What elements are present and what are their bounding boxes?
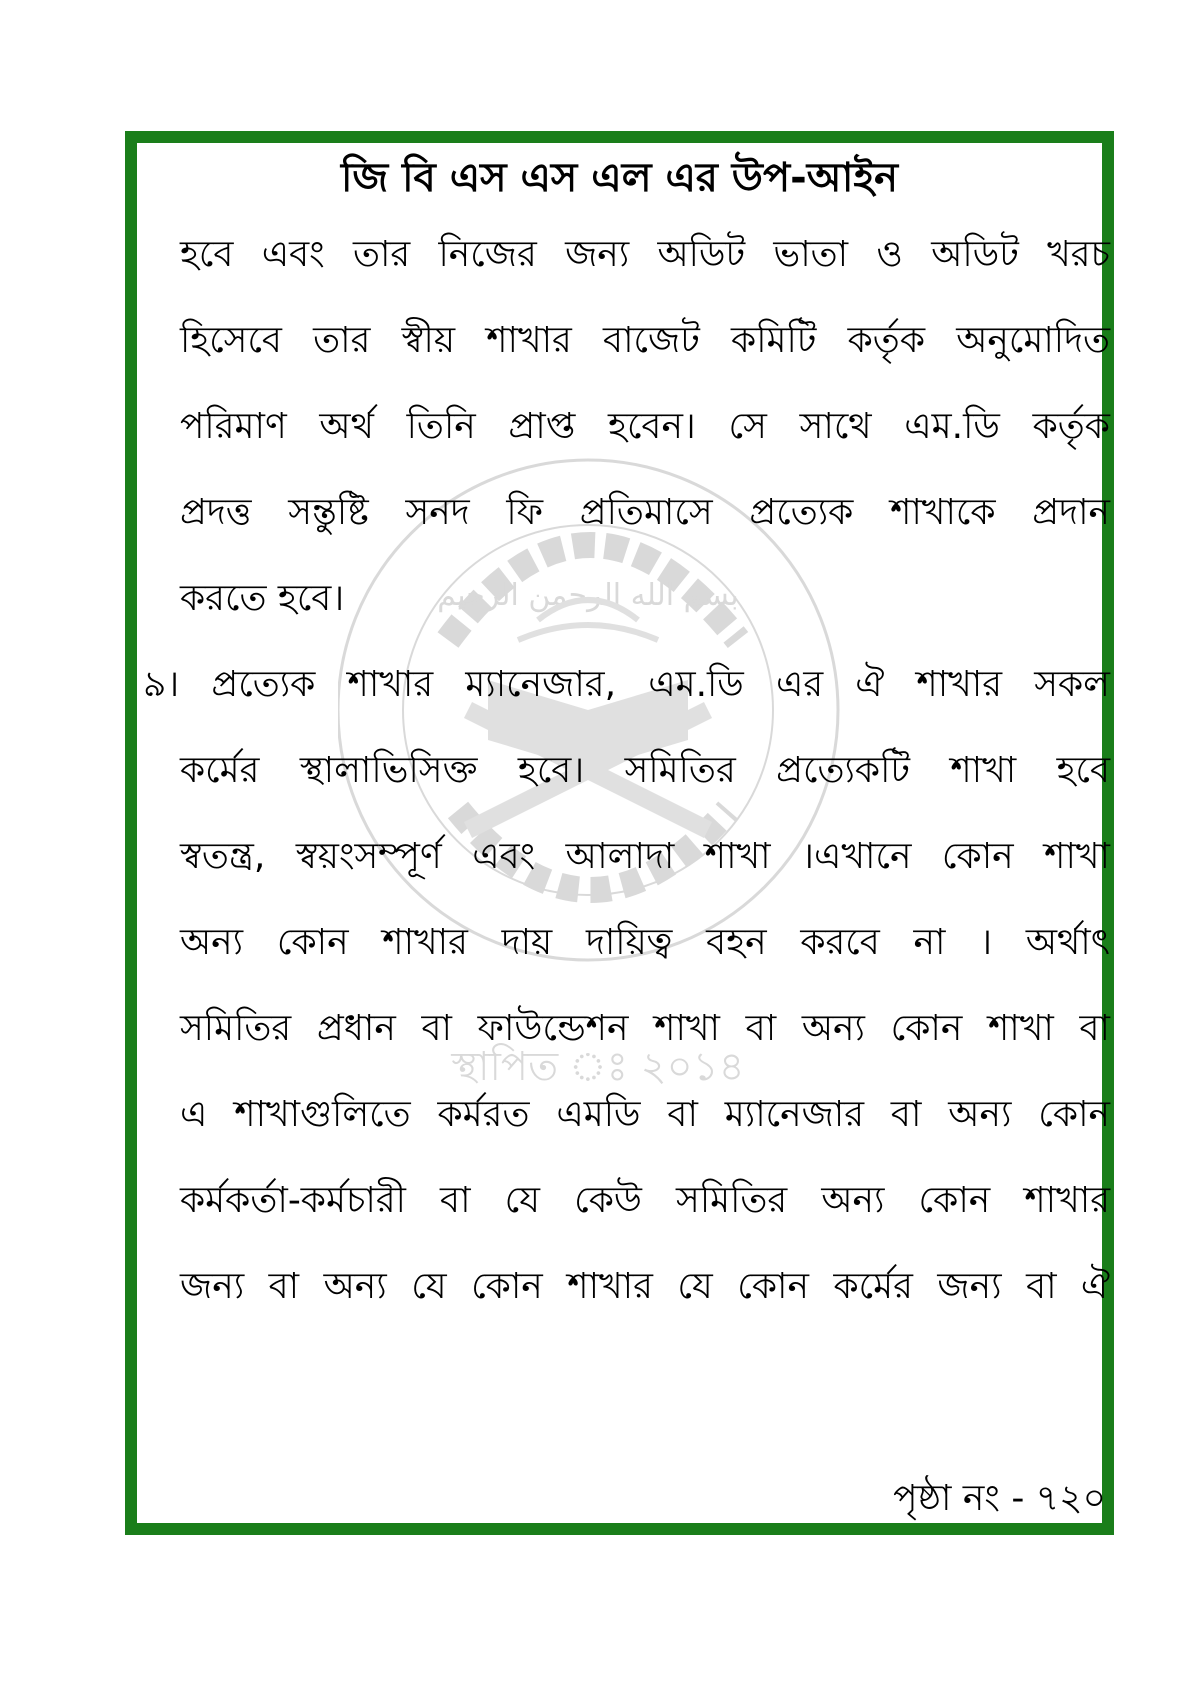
text-line: অন্য কোন শাখার দায় দায়িত্ব বহন করবে না । অর্থাৎ (180, 922, 1110, 963)
text-line: কর্মকর্তা-কর্মচারী বা যে কেউ সমিতির অন্য কোন শাখার (180, 1180, 1110, 1221)
text-line: স্বতন্ত্র, স্বয়ংসম্পূর্ণ এবং আলাদা শাখা ।এখানে কোন শাখা (180, 836, 1110, 877)
text-line: পরিমাণ অর্থ তিনি প্রাপ্ত হবেন। সে সাথে এম.ডি কর্তৃক (180, 406, 1110, 447)
document-title: জি বি এস এস এল এর উপ-আইন (340, 155, 899, 201)
text-line: হিসেবে তার স্বীয় শাখার বাজেট কমিটি কর্তৃক অনুমোদিত (180, 320, 1110, 361)
text-line: প্রদত্ত সন্তুষ্টি সনদ ফি প্রতিমাসে প্রত্যেক শাখাকে প্রদান (180, 492, 1110, 533)
text-line: হবে এবং তার নিজের জন্য অডিট ভাতা ও অডিট খরচ (180, 234, 1110, 275)
page-number: পৃষ্ঠা নং - ৭২০ (893, 1478, 1106, 1519)
text-line: কর্মের স্থালাভিসিক্ত হবে। সমিতির প্রত্যেকটি শাখা হবে (180, 750, 1110, 791)
text-line: জন্য বা অন্য যে কোন শাখার যে কোন কর্মের জন্য বা ঐ (180, 1266, 1110, 1307)
text-line: করতে হবে। (180, 578, 345, 619)
seal-established-text: স্থাপিত ঃ ২০১৪ (451, 1044, 745, 1090)
text-line: সমিতির প্রধান বা ফাউন্ডেশন শাখা বা অন্য কোন শাখা বা (180, 1008, 1110, 1049)
list-item-9: ৯। প্রত্যেক শাখার ম্যানেজার, এম.ডি এর ঐ শাখার সকল (143, 664, 1110, 705)
seal-arabic-text: بسم الله الرحمن الرحيم (437, 578, 739, 613)
text-line: এ শাখাগুলিতে কর্মরত এমডি বা ম্যানেজার বা অন্য কোন (180, 1094, 1110, 1135)
